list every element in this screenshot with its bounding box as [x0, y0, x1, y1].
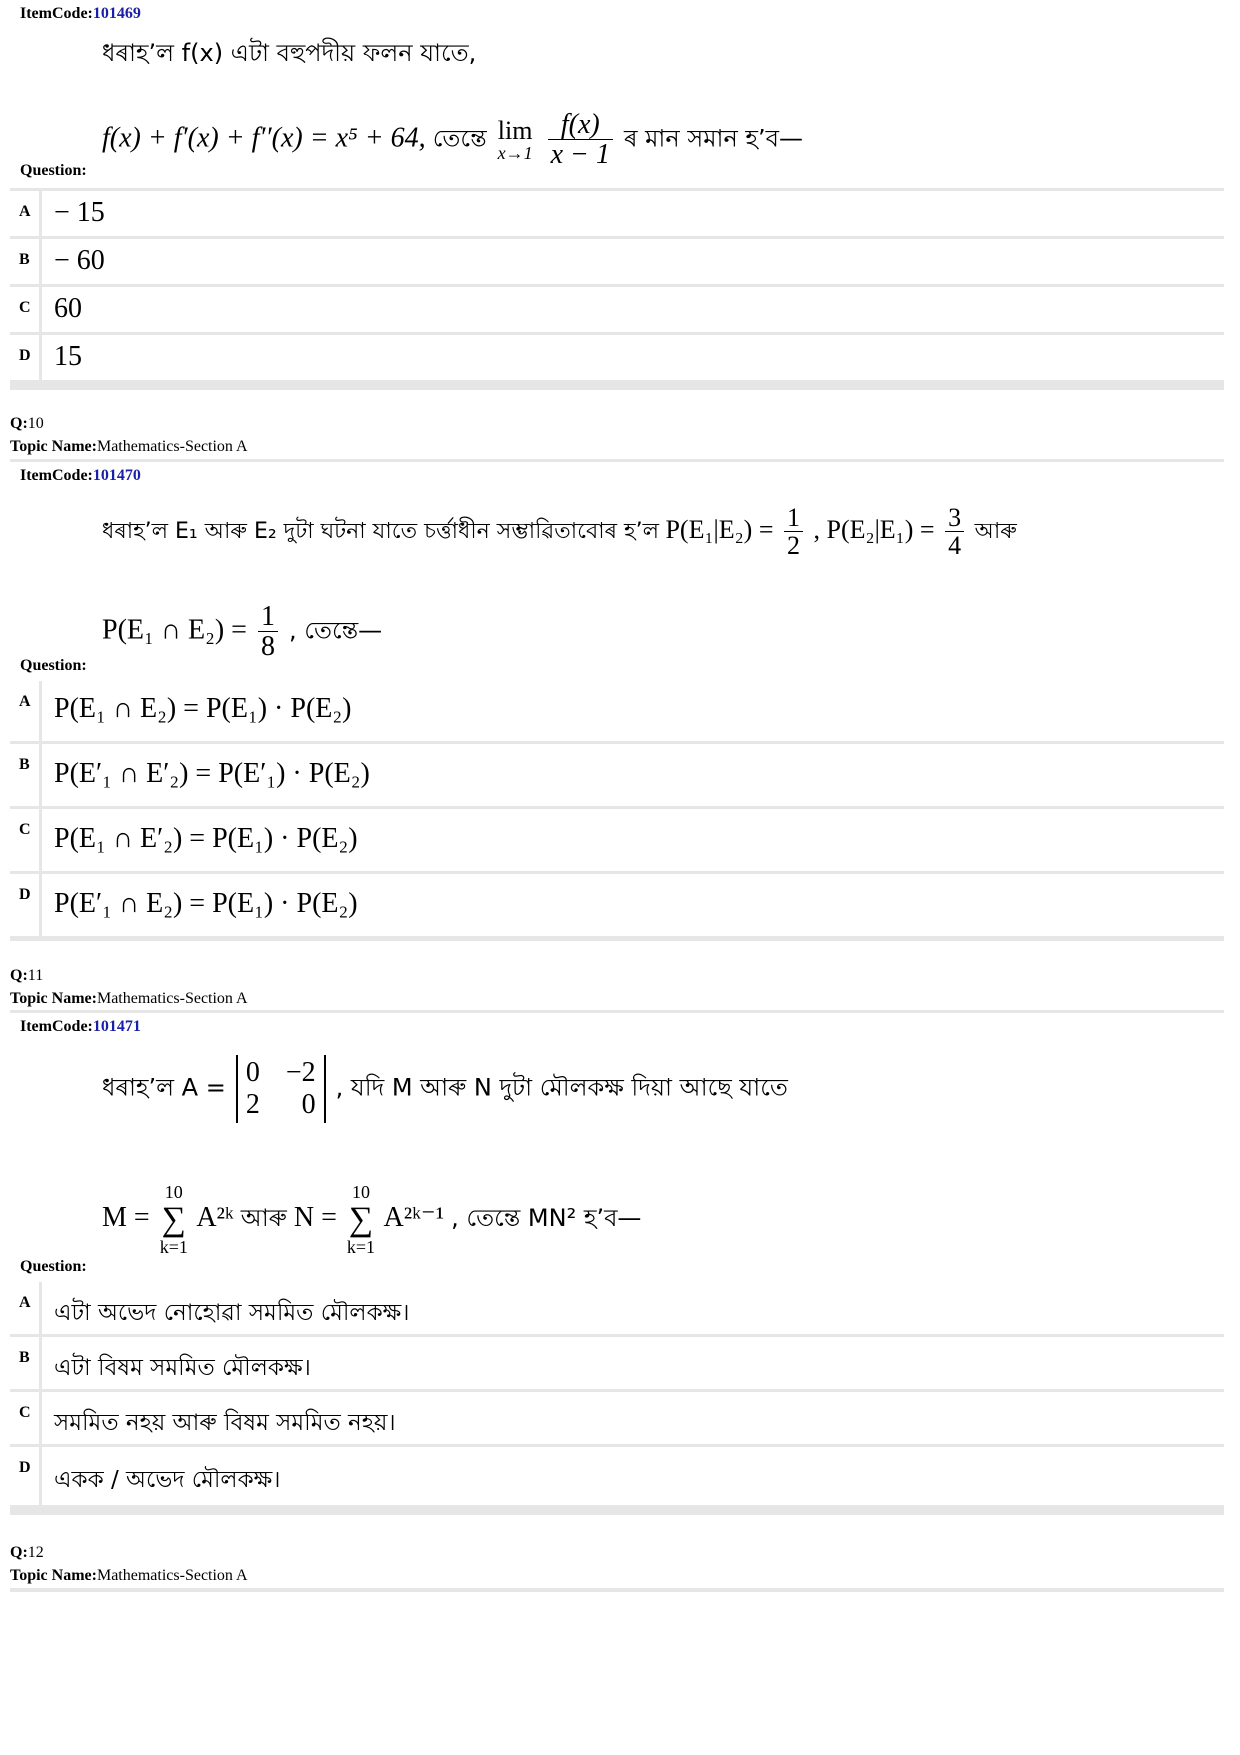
question-number-label: Q:	[10, 1544, 28, 1561]
limit-subscript: x→1	[497, 142, 533, 163]
matrix-row	[246, 1057, 316, 1089]
question-card-11	[10, 1010, 1224, 1515]
sum-lower-limit: k=1	[159, 1236, 188, 1257]
stem-expression: P(E₁|E₂) =	[665, 514, 774, 544]
stem-text: , যদি M আৰু N দুটা মৌলকক্ষ দিয়া আছে যাতে	[335, 1073, 788, 1102]
topic-name: Mathematics-Section A	[96, 990, 248, 1007]
option-text: − 60	[54, 245, 105, 276]
item-code-label: ItemCode:	[20, 1018, 93, 1035]
fraction	[548, 110, 613, 170]
option-cell	[39, 1392, 1224, 1444]
item-code-label: ItemCode:	[20, 467, 93, 484]
matrix-cell: 0	[301, 1089, 316, 1120]
topic-label: Topic Name:	[10, 1567, 97, 1584]
question-label: Question:	[20, 162, 87, 179]
stem-expression: N =	[293, 1202, 337, 1234]
option-a[interactable]	[10, 191, 1224, 236]
option-letter: A	[19, 203, 31, 220]
item-code-value: 101469	[92, 5, 141, 22]
item-code-value: 101471	[92, 1018, 141, 1035]
stem-expression: f(x) + f′(x) + f′′(x) = x⁵ + 64,	[102, 122, 426, 154]
option-a[interactable]	[10, 681, 1224, 741]
matrix-cell: 2	[245, 1089, 260, 1120]
question-stem-line2	[102, 110, 803, 170]
option-letter: C	[19, 821, 31, 838]
stem-expression: M =	[102, 1202, 150, 1234]
topic-line	[10, 987, 248, 1010]
stem-text: ধৰাহ’ল f(x) এটা বহুপদীয় ফলন যাতে,	[102, 39, 477, 67]
stem-text: আৰু	[240, 1204, 287, 1233]
item-code-line	[20, 467, 141, 485]
stem-text: ধৰাহ’ল A =	[102, 1073, 226, 1102]
option-cell	[39, 1282, 1224, 1334]
option-cell	[39, 809, 1224, 871]
stem-text: , তেন্তে—	[288, 616, 383, 645]
option-cell	[39, 874, 1224, 936]
question-card-10	[10, 459, 1224, 941]
fraction-denominator: 4	[948, 531, 962, 561]
question-label: Question:	[20, 657, 87, 674]
limit-operator	[497, 115, 533, 163]
option-letter: B	[19, 251, 30, 268]
option-text: − 15	[54, 197, 105, 228]
stem-text: , তেন্তে MN² হ’ব—	[451, 1204, 642, 1233]
item-code-value: 101470	[92, 467, 141, 484]
option-letter: C	[19, 1404, 31, 1421]
option-letter: D	[19, 886, 31, 903]
option-letter: B	[19, 756, 30, 773]
option-d[interactable]	[10, 874, 1224, 936]
item-code-line	[20, 1018, 141, 1036]
fraction-denominator: 2	[787, 531, 801, 561]
option-cell	[39, 191, 1224, 236]
question-label: Question:	[20, 1258, 87, 1275]
question-stem-line1	[102, 504, 1017, 560]
fraction-numerator: 3	[945, 504, 964, 532]
option-b[interactable]	[10, 239, 1224, 284]
question-number: 11	[27, 967, 44, 984]
option-d[interactable]	[10, 335, 1224, 380]
option-b[interactable]	[10, 744, 1224, 806]
question-number-label: Q:	[10, 415, 28, 432]
stem-expression: , P(E₂|E₁) =	[813, 514, 935, 544]
sum-term: A²ᵏ	[196, 1202, 234, 1234]
question-card-9	[10, 0, 1224, 390]
stem-text: আৰু	[974, 518, 1017, 544]
option-cell	[39, 681, 1224, 741]
option-d[interactable]	[10, 1447, 1224, 1505]
stem-text: তেন্তে	[432, 124, 487, 153]
question-stem-line1	[102, 36, 476, 70]
option-letter: C	[19, 299, 31, 316]
option-cell	[39, 1447, 1224, 1505]
question-number-line	[10, 964, 248, 987]
matrix-a	[236, 1055, 326, 1123]
stem-expression: P(E₁ ∩ E₂) =	[102, 614, 247, 646]
option-cell	[39, 287, 1224, 332]
question-number: 10	[27, 415, 44, 432]
question-meta-11	[10, 964, 248, 1010]
question-meta-10	[10, 412, 248, 458]
fraction-denominator: x − 1	[550, 139, 610, 171]
option-letter: A	[19, 1294, 31, 1311]
fraction	[258, 602, 278, 662]
item-code-label: ItemCode:	[20, 5, 93, 22]
option-c[interactable]	[10, 287, 1224, 332]
matrix-cell: 0	[245, 1057, 260, 1088]
summation	[347, 1183, 375, 1256]
sum-symbol: ∑	[161, 1200, 186, 1238]
option-letter: D	[19, 347, 31, 364]
fraction-numerator: f(x)	[548, 110, 613, 140]
sum-term: A²ᵏ⁻¹	[383, 1202, 445, 1234]
topic-label: Topic Name:	[10, 438, 97, 455]
option-text: P(E₁ ∩ E₂) = P(E₁) · P(E₂)	[54, 693, 352, 724]
question-number: 12	[27, 1544, 44, 1561]
fraction-denominator: 8	[260, 631, 275, 663]
question-card-12-top-border	[10, 1588, 1224, 1592]
topic-label: Topic Name:	[10, 990, 97, 1007]
question-stem-area	[10, 1010, 1224, 1282]
option-text: P(E′₁ ∩ E₂) = P(E₁) · P(E₂)	[54, 888, 358, 919]
sum-lower-limit: k=1	[346, 1236, 376, 1257]
option-cell	[39, 1337, 1224, 1389]
fraction	[784, 504, 803, 560]
fraction	[945, 504, 964, 560]
option-text: এটা বিষম সমমিত মৌলকক্ষ।	[54, 1355, 311, 1381]
option-letter: A	[19, 693, 31, 710]
question-number-line	[10, 412, 248, 435]
option-c[interactable]	[10, 809, 1224, 871]
option-cell	[39, 744, 1224, 806]
question-stem-line2	[102, 1183, 641, 1256]
item-code-line	[20, 5, 141, 23]
fraction-numerator: 1	[784, 504, 803, 532]
option-text: P(E₁ ∩ E′₂) = P(E₁) · P(E₂)	[54, 823, 358, 854]
sum-symbol: ∑	[348, 1200, 374, 1238]
topic-name: Mathematics-Section A	[96, 438, 248, 455]
option-cell	[39, 239, 1224, 284]
option-text: এটা অভেদ নোহোৱা সমমিত মৌলকক্ষ।	[54, 1300, 410, 1326]
question-number-line	[10, 1541, 248, 1564]
option-text: সমমিত নহয় আৰু বিষম সমমিত নহয়।	[54, 1410, 396, 1436]
topic-name: Mathematics-Section A	[96, 1567, 248, 1584]
matrix-cell: −2	[285, 1057, 316, 1088]
question-stem-area	[10, 459, 1224, 681]
option-a[interactable]	[10, 1282, 1224, 1334]
option-text: P(E′₁ ∩ E′₂) = P(E′₁) · P(E₂)	[54, 758, 370, 789]
option-letter: D	[19, 1459, 31, 1476]
option-letter: B	[19, 1349, 30, 1366]
question-stem-area	[10, 0, 1224, 188]
option-b[interactable]	[10, 1337, 1224, 1389]
sum-upper-limit: 10	[351, 1182, 370, 1202]
question-stem-line1	[102, 1055, 788, 1123]
question-number-label: Q:	[10, 967, 28, 984]
question-meta-12	[10, 1541, 248, 1587]
topic-line	[10, 1564, 248, 1587]
summation	[160, 1183, 188, 1256]
option-cell	[39, 335, 1224, 380]
option-text: 60	[54, 293, 82, 324]
sum-upper-limit: 10	[164, 1182, 183, 1202]
limit-symbol: lim	[497, 115, 533, 145]
option-c[interactable]	[10, 1392, 1224, 1444]
fraction-numerator: 1	[258, 602, 278, 632]
option-text: 15	[54, 341, 82, 372]
matrix-row	[246, 1089, 316, 1121]
question-stem-line2	[102, 602, 382, 662]
option-text: একক / অভেদ মৌলকক্ষ।	[54, 1467, 281, 1493]
topic-line	[10, 435, 248, 458]
stem-text: ধৰাহ’ল E₁ আৰু E₂ দুটা ঘটনা যাতে চৰ্ত্তাধীন সম্ভাৱিতাবোৰ হ’ল	[102, 518, 659, 544]
stem-text: ৰ মান সমান হ’ব—	[623, 124, 804, 153]
